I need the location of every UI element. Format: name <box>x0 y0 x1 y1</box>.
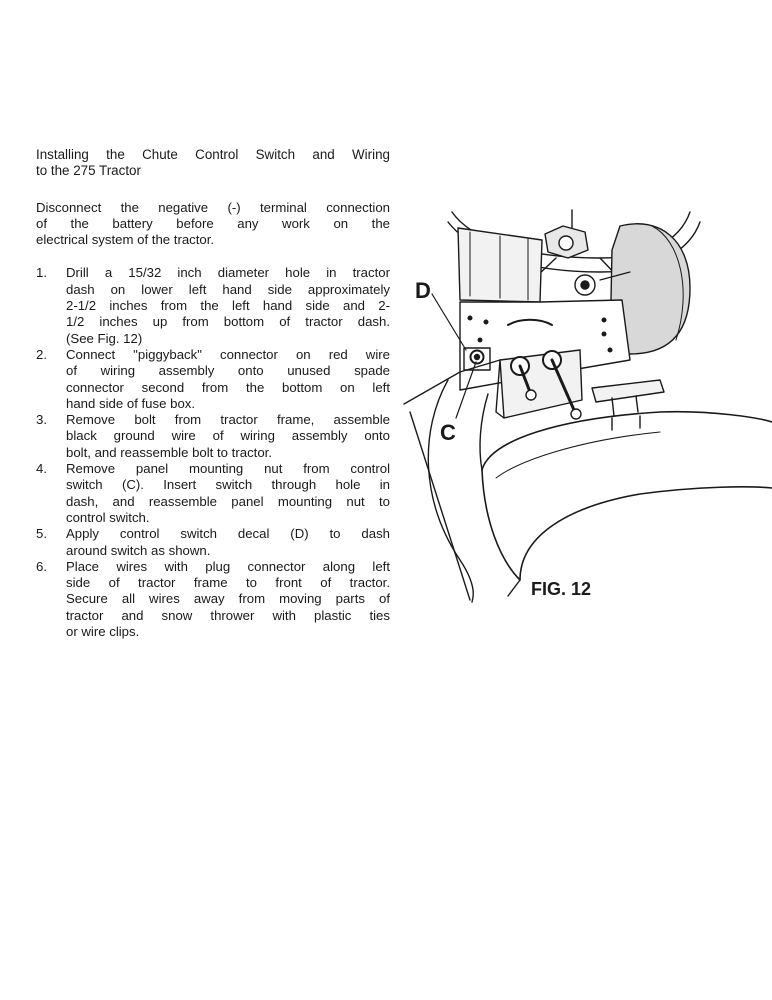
pedal-housing <box>592 380 664 402</box>
step-number: 4. <box>36 461 47 477</box>
step-line: or wire clips. <box>66 624 140 640</box>
tractor-dash-illustration <box>400 200 772 620</box>
step-line: hand side of fuse box. <box>66 395 196 411</box>
step-line: (See Fig. 12) <box>66 330 143 346</box>
heading-line-1: Installing the Chute Control Switch and Wiring <box>36 147 390 162</box>
step-number: 3. <box>36 412 47 428</box>
figure-caption: FIG. 12 <box>531 579 592 599</box>
lift-lever-knob <box>526 390 536 400</box>
seat-pan-edge <box>480 394 488 470</box>
step-line: Secure all wires away from moving parts of <box>66 591 390 607</box>
step-line: Remove bolt from tractor frame, assemble <box>66 412 390 428</box>
seat-base <box>508 580 520 596</box>
step-line: Drill a 15/32 inch diameter hole in tractor <box>66 265 390 281</box>
seat-crease <box>496 432 660 478</box>
step-number: 2. <box>36 346 47 362</box>
callout-d: D <box>415 278 431 303</box>
step-line: dash, and reassemble panel mounting nut to <box>66 493 390 509</box>
step-line: 1/2 inches up from bottom of tractor dash. <box>66 314 390 330</box>
section-heading <box>36 147 390 180</box>
steps-list <box>36 265 390 640</box>
heading-line-2: to the 275 Tractor <box>36 163 141 179</box>
figure-drawing <box>400 200 772 620</box>
step-number: 6. <box>36 558 47 574</box>
intro-paragraph <box>36 200 390 249</box>
intro-line: electrical system of the tractor. <box>36 232 215 248</box>
step-line: tractor and snow thrower with plastic ties <box>66 607 390 623</box>
intro-line: Disconnect the negative (-) terminal connection <box>36 199 390 215</box>
step-line: Connect "piggyback" connector on red wire <box>66 346 390 362</box>
seat-stitch <box>612 416 640 430</box>
step-line: 2-1/2 inches from the left hand side and 2- <box>66 298 390 314</box>
step-line: side of tractor frame to front of tractor. <box>66 575 390 591</box>
step-number: 5. <box>36 526 47 542</box>
step-line: Place wires with plug connector along left <box>66 558 390 574</box>
ignition-key-slot <box>581 281 589 289</box>
chute-control-switch-toggle <box>475 355 480 360</box>
step-line: around switch as shown. <box>66 542 211 558</box>
seat-front <box>482 470 772 580</box>
step-line: black ground wire of wiring assembly onto <box>66 428 390 444</box>
step-line: connector second from the bottom on left <box>66 379 390 395</box>
step-3 <box>36 412 390 461</box>
step-line: Remove panel mounting nut from control <box>66 461 390 477</box>
step-2 <box>36 347 390 412</box>
step-line: switch (C). Insert switch through hole in <box>66 477 390 493</box>
steering-hub-nut <box>559 236 573 250</box>
step-line: bolt, and reassemble bolt to tractor. <box>66 444 272 460</box>
step-line: dash on lower left hand side approximately <box>66 281 390 297</box>
instructions-column <box>36 147 390 640</box>
intro-line: of the battery before any work on the <box>36 215 390 231</box>
step-5 <box>36 526 390 559</box>
step-line: Apply control switch decal (D) to dash <box>66 526 390 542</box>
seat-top <box>482 412 772 470</box>
step-number: 1. <box>36 265 47 281</box>
callout-c: C <box>440 420 456 445</box>
step-6 <box>36 559 390 640</box>
step-line: control switch. <box>66 509 150 525</box>
step-1 <box>36 265 390 346</box>
throttle-lever-knob <box>571 409 581 419</box>
step-line: of wiring assembly onto unused spade <box>66 363 390 379</box>
step-4 <box>36 461 390 526</box>
